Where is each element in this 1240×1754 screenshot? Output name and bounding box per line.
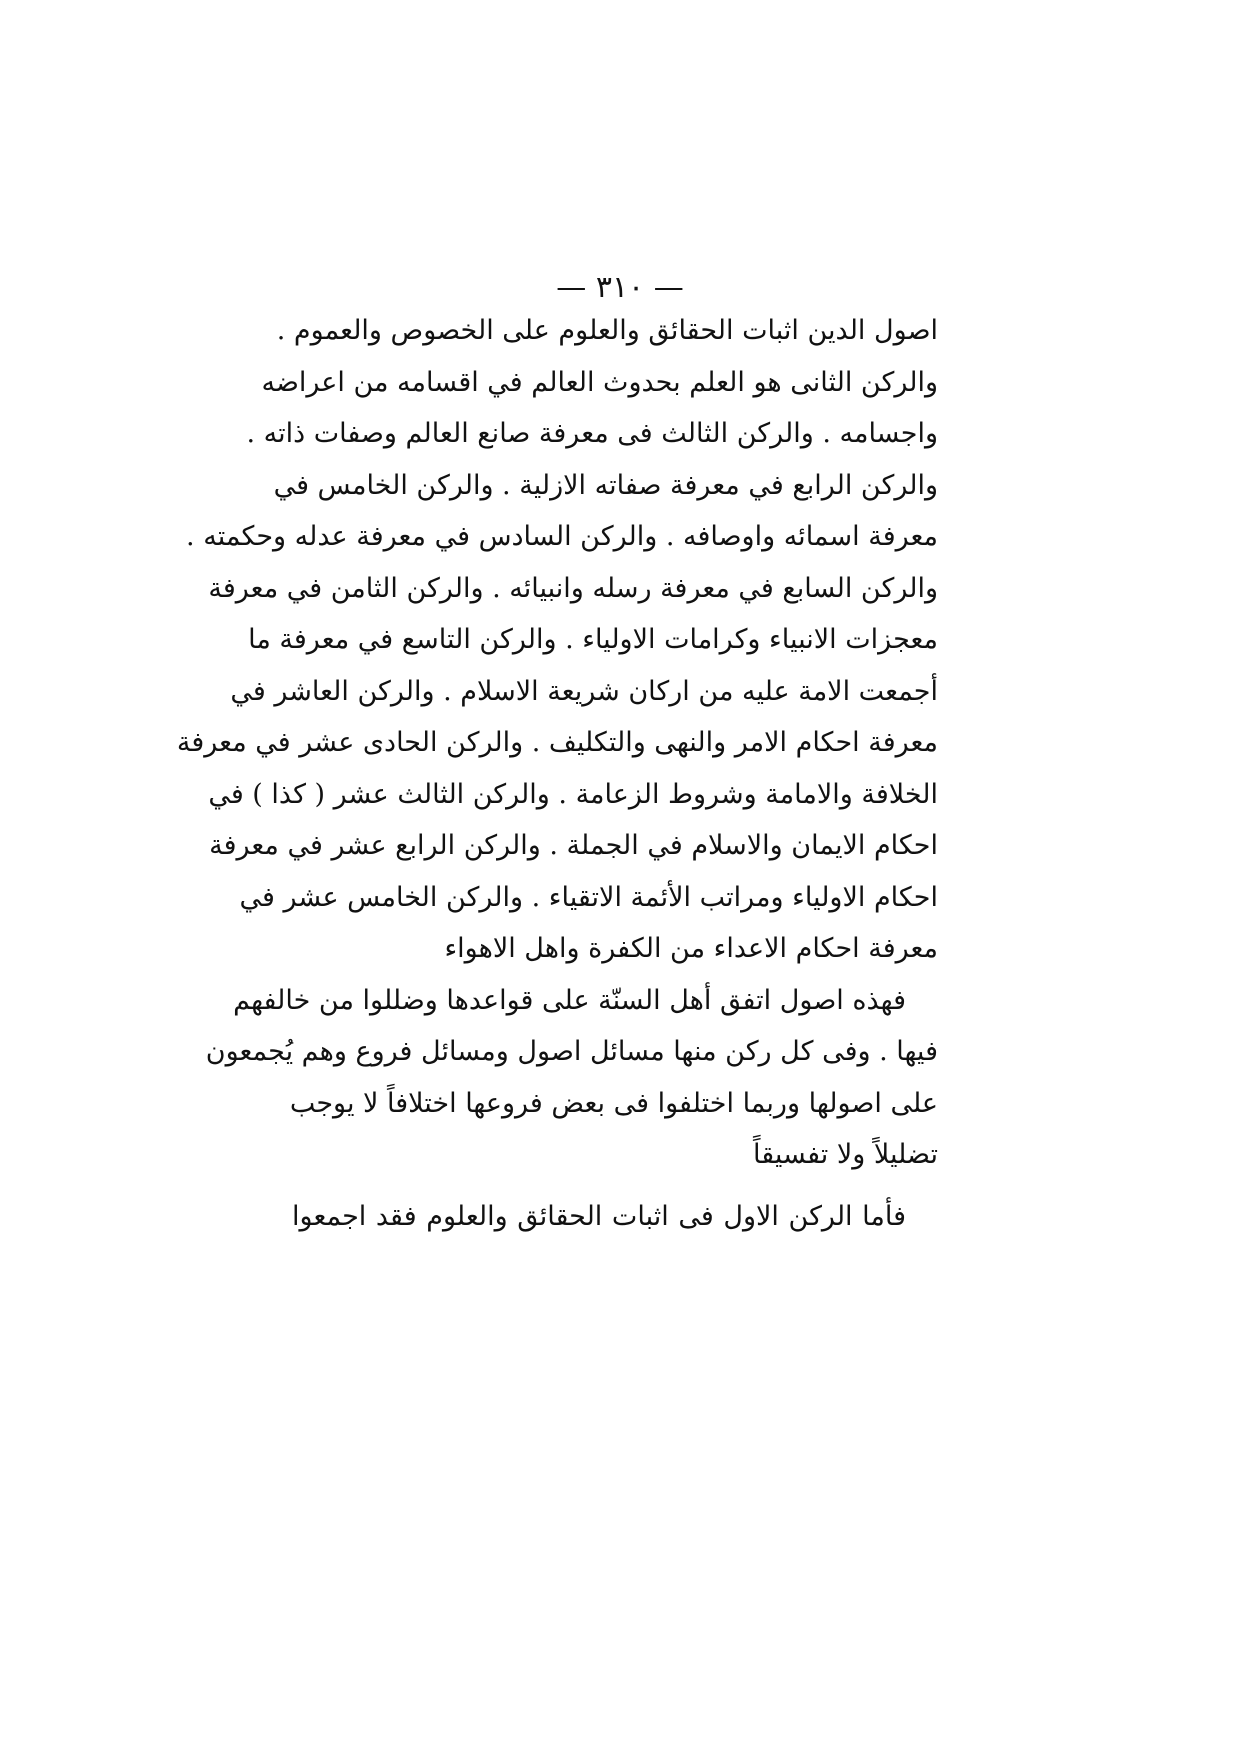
paragraph (176, 305, 938, 975)
text-line: احكام الايمان والاسلام في الجملة . والركن الرابع عشر في معرفة (209, 830, 938, 861)
text-line: الخلافة والامامة وشروط الزعامة . والركن الثالث عشر ( كذا ) في (208, 778, 938, 810)
text-line: والركن الثانى هو العلم بحدوث العالم في اقسامه من اعراضه (261, 366, 938, 398)
paragraph (292, 1191, 938, 1243)
text-line: اصول الدين اثبات الحقائق والعلوم على الخصوص والعموم . (276, 315, 938, 346)
text-line: واجسامه . والركن الثالث فى معرفة صانع العالم وصفات ذاته . (246, 418, 938, 449)
paragraph (205, 975, 938, 1181)
text-line: أجمعت الامة عليه من اركان شريعة الاسلام . والركن العاشر في (230, 675, 938, 707)
text-line: فأما الركن الاول فى اثبات الحقائق والعلوم فقد اجمعوا (292, 1200, 906, 1232)
text-line: على اصولها وربما اختلفوا فى بعض فروعها اختلافاً لا يوجب (289, 1087, 938, 1119)
text-line: فهذه اصول اتفق أهل السنّة على قواعدها وضللوا من خالفهم (233, 984, 906, 1016)
body-text (176, 305, 938, 1242)
text-line: معجزات الانبياء وكرامات الاولياء . والركن التاسع في معرفة ما (248, 624, 938, 655)
text-line: معرفة احكام الاعداء من الكفرة واهل الاهواء (444, 933, 938, 964)
text-line: فيها . وفى كل ركن منها مسائل اصول ومسائل فروع وهم يُجمعون (205, 1036, 938, 1067)
text-line: والركن الرابع في معرفة صفاته الازلية . والركن الخامس في (273, 469, 938, 501)
page-number: — ٣١٠ — (556, 270, 684, 305)
text-line: معرفة احكام الامر والنهى والتكليف . والركن الحادى عشر في معرفة (176, 727, 938, 758)
text-line: احكام الاولياء ومراتب الأئمة الاتقياء . والركن الخامس عشر في (239, 881, 938, 913)
text-line: معرفة اسمائه واوصافه . والركن السادس في معرفة عدله وحكمته . (186, 521, 938, 552)
text-line: والركن السابع في معرفة رسله وانبيائه . والركن الثامن في معرفة (208, 572, 938, 604)
text-line: تضليلاً ولا تفسيقاً (752, 1139, 938, 1170)
